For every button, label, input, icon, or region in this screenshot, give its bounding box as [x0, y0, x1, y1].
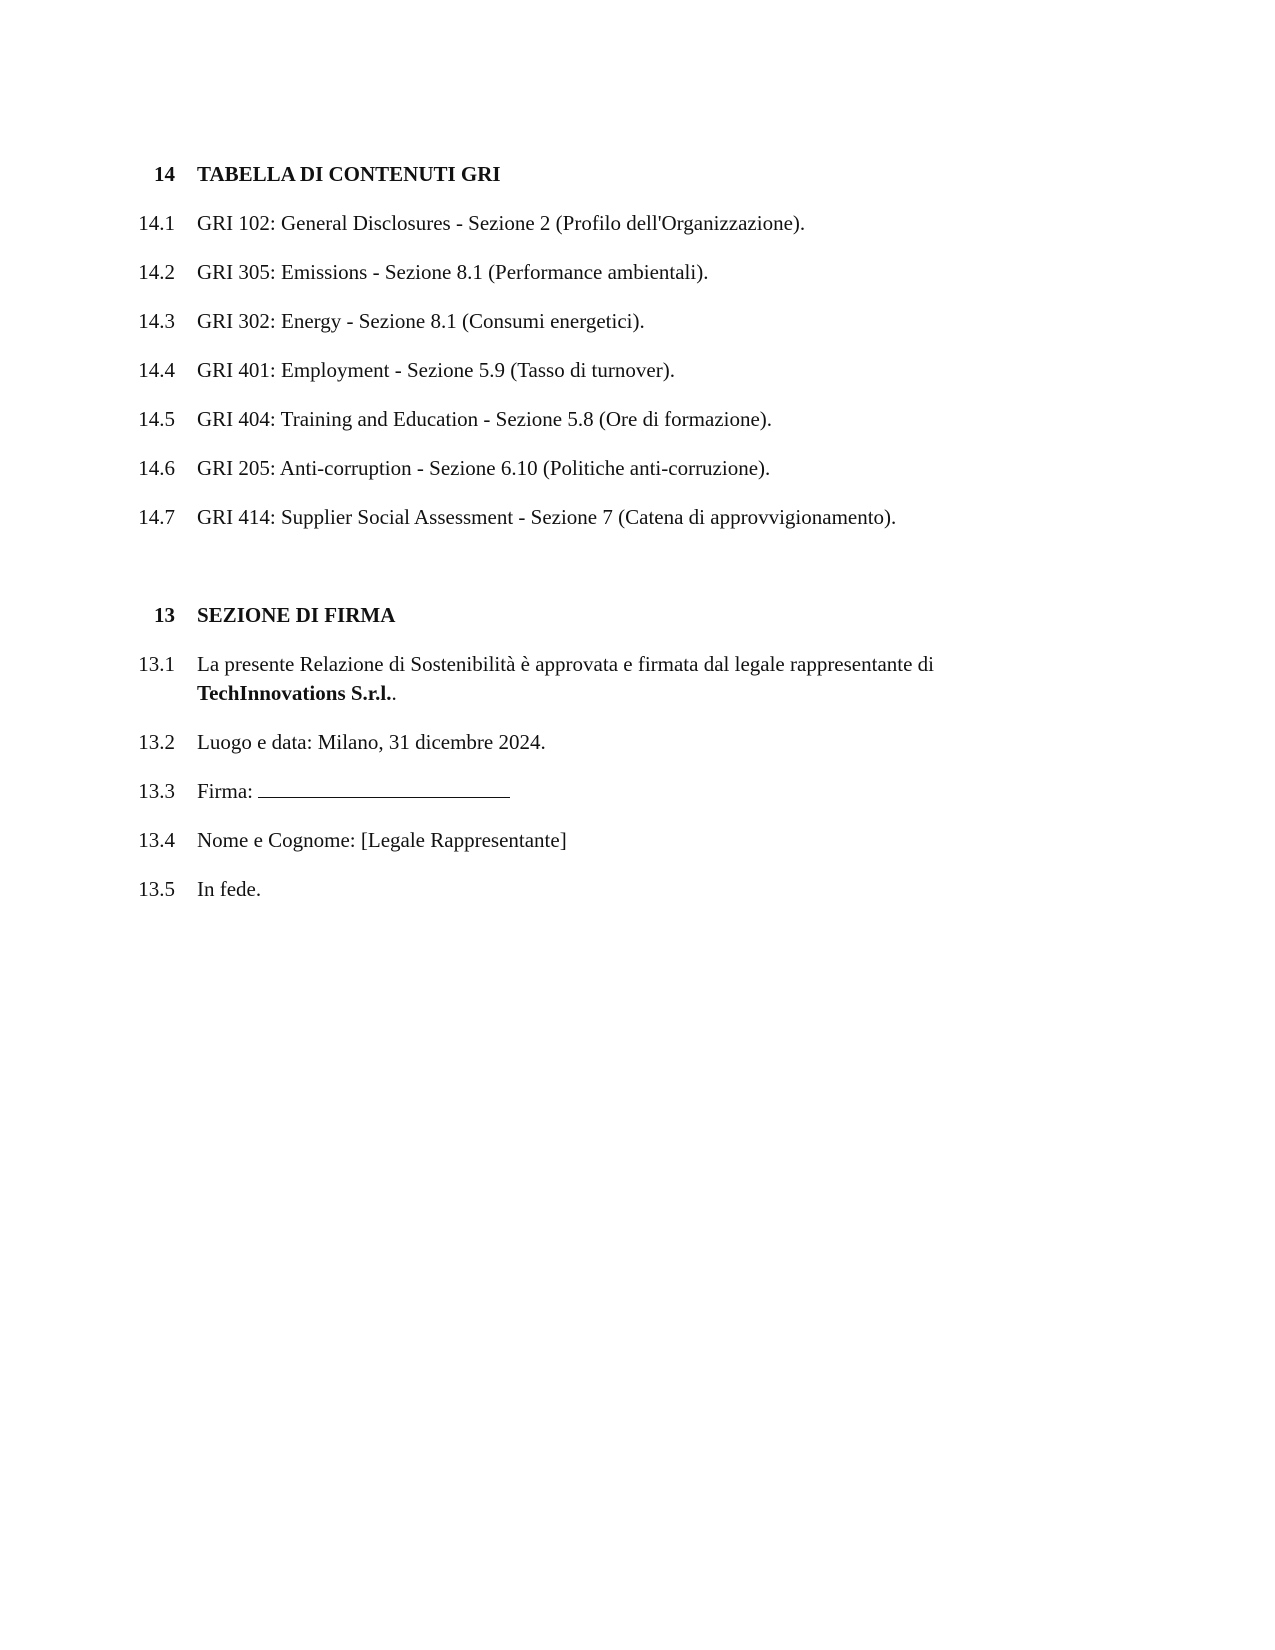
item-text: [197, 650, 1047, 708]
item-number: 14.3: [138, 309, 175, 333]
document-page: [0, 160, 1275, 924]
item-number: 14.2: [138, 260, 175, 284]
section-heading-13: [0, 601, 1275, 630]
list-item-13-4: [0, 826, 1275, 855]
list-item-14-1: [0, 209, 1275, 238]
item-number: 13.1: [138, 652, 175, 676]
signature-line: [258, 777, 510, 798]
list-item-13-5: [0, 875, 1275, 904]
item-number: 14.4: [138, 358, 175, 382]
item-text: GRI 414: Supplier Social Assessment - Sezione 7 (Catena di approvvigionamento).: [197, 505, 897, 529]
punctuation: .: [391, 681, 397, 705]
item-number: 14.6: [138, 456, 175, 480]
item-text: GRI 302: Energy - Sezione 8.1 (Consumi energetici).: [197, 309, 645, 333]
item-number: 13.5: [138, 877, 175, 901]
item-text: GRI 102: General Disclosures - Sezione 2 (Profilo dell'Organizzazione).: [197, 211, 806, 235]
item-number: 14.1: [138, 211, 175, 235]
list-item-13-2: [0, 728, 1275, 757]
item-text: Luogo e data: Milano, 31 dicembre 2024.: [197, 730, 546, 754]
list-item-14-5: [0, 405, 1275, 434]
list-item-14-2: [0, 258, 1275, 287]
item-text: GRI 205: Anti-corruption - Sezione 6.10 (Politiche anti-corruzione).: [197, 456, 771, 480]
signature-label: Firma:: [197, 779, 253, 803]
list-item-13-3: [0, 777, 1275, 806]
item-number: 13.3: [138, 779, 175, 803]
approval-text: La presente Relazione di Sostenibilità è approvata e firmata dal legale rappresentante di: [197, 652, 935, 676]
item-text: GRI 305: Emissions - Sezione 8.1 (Performance ambientali).: [197, 260, 709, 284]
item-number: 14.7: [138, 505, 175, 529]
section-number: 13: [154, 603, 175, 627]
item-number: 13.4: [138, 828, 175, 852]
item-text: GRI 401: Employment - Sezione 5.9 (Tasso di turnover).: [197, 358, 675, 382]
list-item-13-1: [0, 650, 1275, 708]
section-title: SEZIONE DI FIRMA: [197, 603, 396, 627]
list-item-14-6: [0, 454, 1275, 483]
list-item-14-4: [0, 356, 1275, 385]
item-text: GRI 404: Training and Education - Sezione 5.8 (Ore di formazione).: [197, 407, 773, 431]
section-number: 14: [154, 162, 175, 186]
item-text: [197, 777, 1047, 806]
item-text: In fede.: [197, 877, 262, 901]
item-text: Nome e Cognome: [Legale Rappresentante]: [197, 828, 567, 852]
section-heading-14: [0, 160, 1275, 189]
list-item-14-3: [0, 307, 1275, 336]
section-spacer: [0, 552, 1275, 601]
list-item-14-7: [0, 503, 1275, 532]
item-number: 13.2: [138, 730, 175, 754]
company-name: TechInnovations S.r.l.: [197, 681, 392, 705]
section-title: TABELLA DI CONTENUTI GRI: [197, 162, 501, 186]
item-number: 14.5: [138, 407, 175, 431]
